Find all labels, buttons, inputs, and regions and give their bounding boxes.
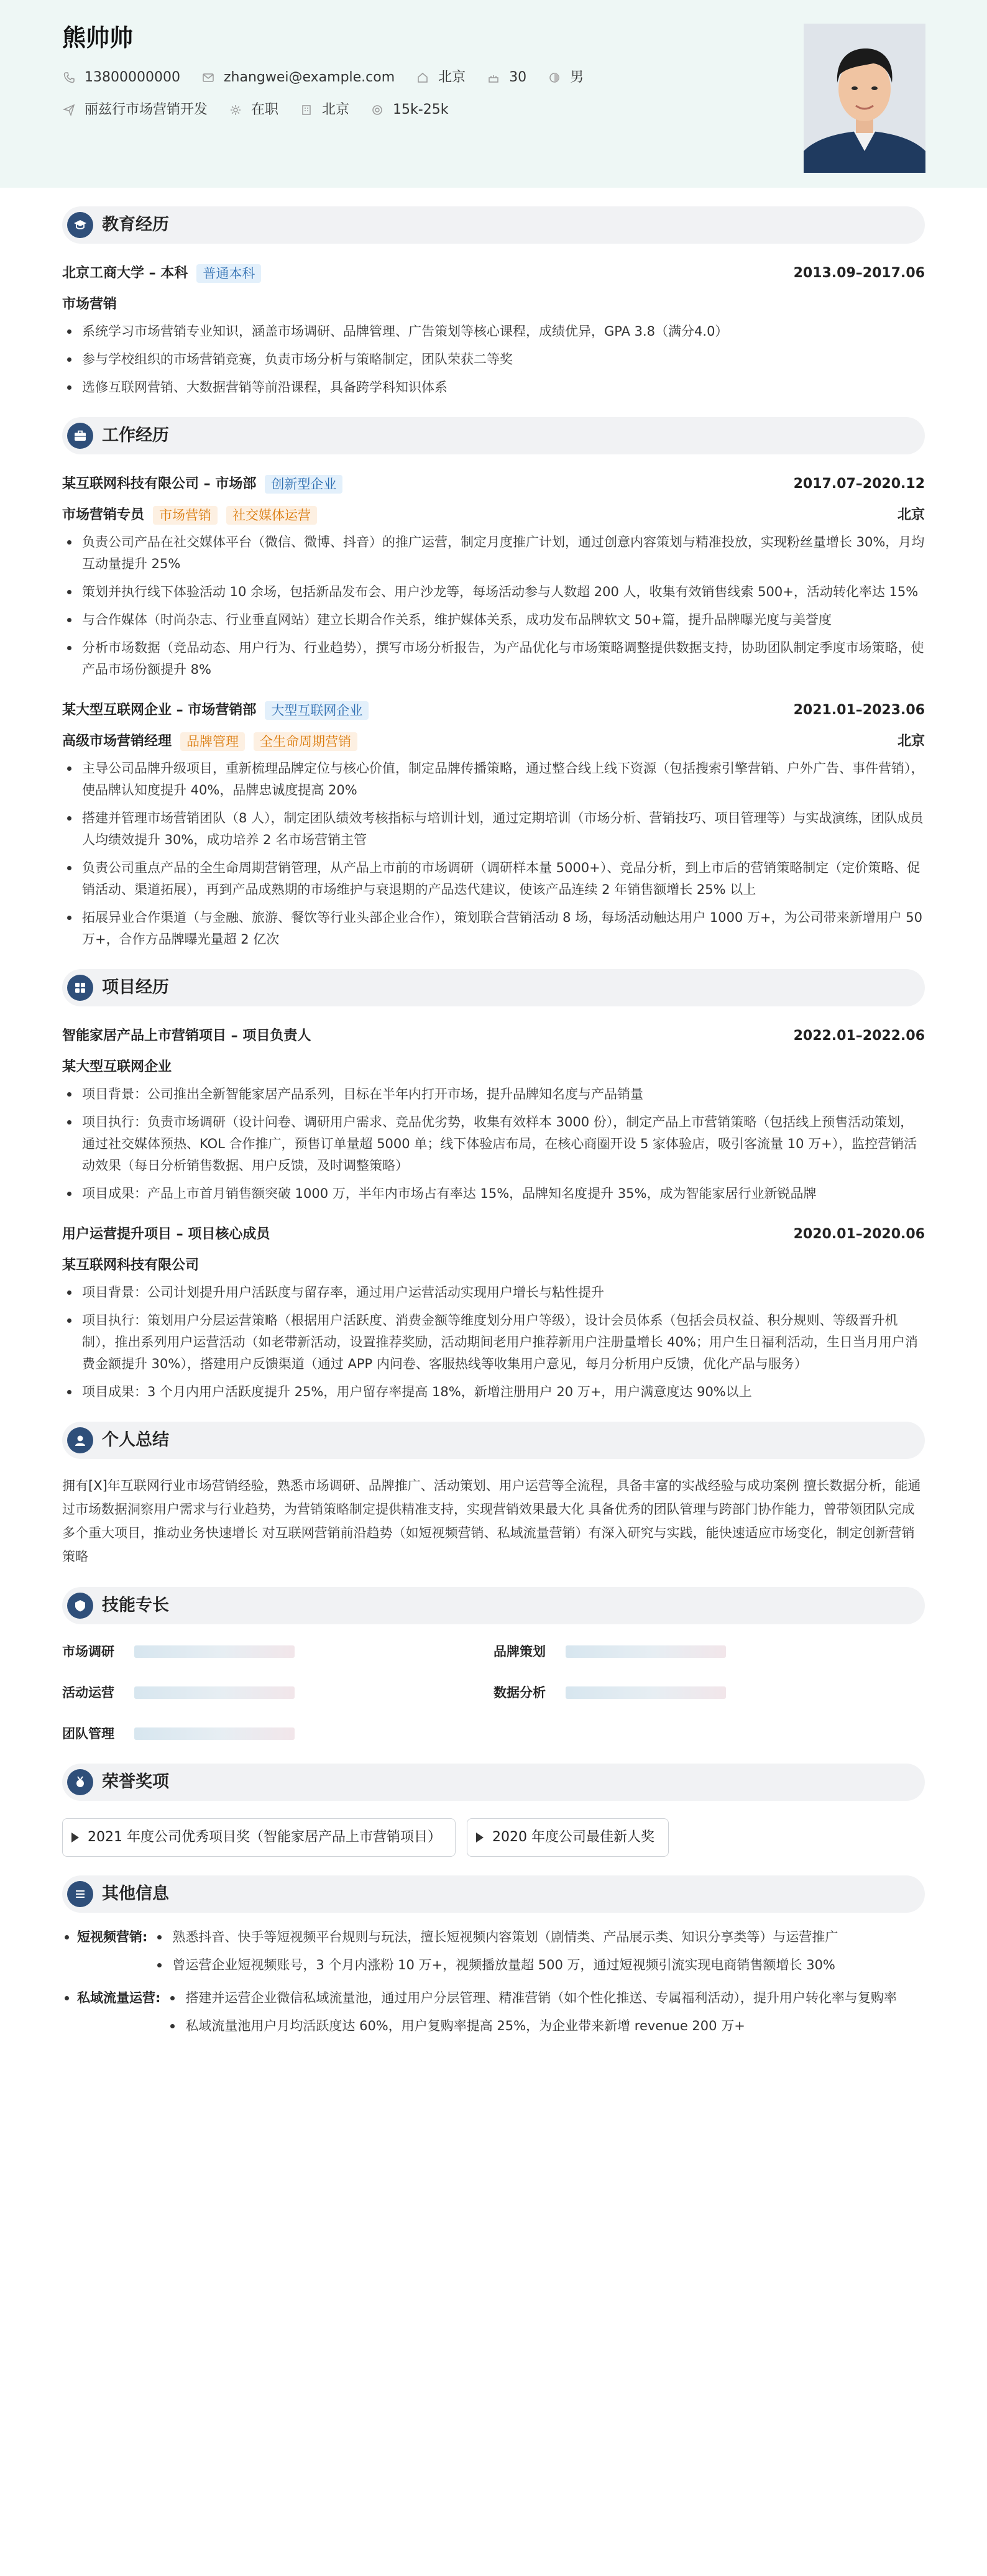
awards-list (62, 1818, 925, 1857)
company-tag: 创新型企业 (265, 475, 342, 494)
list-item: 主导公司品牌升级项目，重新梳理品牌定位与核心价值，制定品牌传播策略，通过整合线上线下资源（包括搜索引擎营销、户外广告、事件营销），使品牌认知度提升 40%，品牌忠诚度提高 20% (62, 758, 925, 801)
skill-item (62, 1640, 494, 1663)
project-entry-header (62, 1025, 925, 1047)
section-other-header (62, 1875, 925, 1913)
play-icon (476, 1833, 484, 1842)
work-date: 2017.07–2020.12 (793, 476, 925, 492)
project-bullets (62, 1282, 925, 1403)
work-role-row (62, 504, 925, 527)
education-entry-header (62, 262, 925, 285)
list-item: 曾运营企业短视频账号，3 个月内涨粉 10 万+，视频播放量超 500 万，通过短视频引流实现电商销售额增长 30% (152, 1954, 925, 1976)
intent-row (62, 99, 925, 121)
role-tag: 品牌管理 (180, 732, 245, 751)
section-work-header (62, 417, 925, 454)
school-name: 北京工商大学 – 本科 (62, 265, 188, 281)
project-date: 2020.01–2020.06 (793, 1226, 925, 1242)
section-title: 其他信息 (102, 1884, 169, 1903)
company-name: 某大型互联网企业 – 市场营销部 (62, 702, 257, 718)
project-date: 2022.01–2022.06 (793, 1028, 925, 1044)
skills-grid (62, 1640, 925, 1745)
section-title: 个人总结 (102, 1430, 169, 1450)
section-title: 荣誉奖项 (102, 1772, 169, 1792)
phone-text: 13800000000 (85, 70, 180, 85)
building-icon (300, 103, 313, 117)
list-item: 负责公司产品在社交媒体平台（微信、微博、抖音）的推广运营，制定月度推广计划，通过创意内容策划与精准投放，实现粉丝量增长 30%，月均互动量提升 25% (62, 531, 925, 575)
skill-bar (566, 1645, 726, 1658)
award-item (467, 1818, 669, 1857)
award-item (62, 1818, 456, 1857)
section-title: 工作经历 (102, 426, 169, 445)
skill-item (494, 1640, 925, 1663)
work-city: 北京 (897, 734, 925, 749)
work-entry-header (62, 699, 925, 722)
job-city-item (300, 99, 349, 121)
email-item (201, 67, 395, 88)
gender-text: 男 (570, 70, 584, 85)
section-title: 教育经历 (102, 215, 169, 234)
skill-bar (134, 1686, 295, 1699)
briefcase-icon (67, 423, 93, 449)
award-text: 2020 年度公司最佳新人奖 (492, 1829, 654, 1845)
graduation-cap-icon (67, 212, 93, 238)
status-text: 在职 (251, 102, 279, 117)
other-label: 短视频营销: (77, 1926, 147, 1982)
skill-name: 活动运营 (62, 1685, 114, 1700)
skill-bar (134, 1645, 295, 1658)
list-item: 私域流量池用户月均活跃度达 60%，用户复购率提高 25%，为企业带来新增 revenue 200 万+ (165, 2015, 925, 2037)
list-item: 策划并执行线下体验活动 10 余场，包括新品发布会、用户沙龙等，每场活动参与人数超 200 人，收集有效销售线索 500+，活动转化率达 15% (62, 581, 925, 603)
other-group (77, 1926, 925, 1982)
degree-tag: 普通本科 (196, 264, 261, 283)
list-item: 参与学校组织的市场营销竞赛，负责市场分析与策略制定，团队荣获二等奖 (62, 349, 925, 370)
target-job-text: 丽兹行市场营销开发 (85, 102, 208, 117)
coin-icon (370, 103, 384, 117)
location-item (416, 67, 466, 88)
work-entry-header (62, 473, 925, 495)
other-bullets (152, 1926, 925, 1982)
list-item: 项目成果：3 个月内用户活跃度提升 25%，用户留存率提高 18%，新增注册用户 20 万+，用户满意度达 90%以上 (62, 1381, 925, 1403)
profile-photo (804, 24, 925, 173)
role-title: 市场营销专员 (62, 507, 145, 523)
list-item: 拓展异业合作渠道（与金融、旅游、餐饮等行业头部企业合作），策划联合营销活动 8 场，每场活动触达用户 1000 万+，为公司带来新增用户 50 万+，合作方品牌曝光量超 2 亿次 (62, 907, 925, 950)
mail-icon (201, 71, 215, 85)
work-bullets (62, 531, 925, 681)
badge-icon (67, 1593, 93, 1619)
skill-item (62, 1723, 494, 1745)
section-skills-header (62, 1587, 925, 1624)
gear-icon (229, 103, 242, 117)
section-summary-header (62, 1422, 925, 1459)
list-item: 选修互联网营销、大数据营销等前沿课程，具备跨学科知识体系 (62, 377, 925, 398)
list-item: 负责公司重点产品的全生命周期营销管理，从产品上市前的市场调研（调研样本量 5000+）、竞品分析，到上市后的营销策略制定（定价策略、促销活动、渠道拓展），再到产品成熟期的市场维护与衰退期的产品迭代建议，使该产品连续 2 年销售额增长 25% 以上 (62, 857, 925, 901)
skill-item (494, 1681, 925, 1704)
phone-item (62, 67, 180, 88)
role-title: 高级市场营销经理 (62, 734, 172, 749)
major: 市场营销 (62, 297, 117, 312)
work-bullets (62, 758, 925, 950)
target-job-item (62, 99, 208, 121)
skill-name: 品牌策划 (494, 1644, 546, 1659)
gender-icon (548, 71, 561, 85)
role-tag: 社交媒体运营 (226, 506, 317, 525)
project-title: 智能家居产品上市营销项目 – 项目负责人 (62, 1028, 311, 1044)
work-role-row (62, 730, 925, 753)
company-name: 某互联网科技有限公司 – 市场部 (62, 476, 257, 492)
list-item: 熟悉抖音、快手等短视频平台规则与玩法，擅长短视频内容策划（剧情类、产品展示类、知识分享类等）与运营推广 (152, 1926, 925, 1948)
other-label: 私域流量运营: (77, 1987, 160, 2043)
job-city-text: 北京 (322, 102, 350, 117)
location-text: 北京 (438, 70, 466, 85)
section-awards-header (62, 1764, 925, 1801)
list-item: 项目执行：负责市场调研（设计问卷、调研用户需求、竞品优劣势，收集有效样本 3000 份），制定产品上市营销策略（包括线上预售活动策划，通过社交媒体预热、KOL 合作推广，预售订单量超 5000 单；线下体验店布局，在核心商圈开设 5 家体验店，吸引客流量 10 万+），监控营销活动效果（每日分析销售数据、用户反馈，及时调整策略） (62, 1111, 925, 1177)
list-item: 系统学习市场营销专业知识，涵盖市场调研、品牌管理、广告策划等核心课程，成绩优异，GPA 3.8（满分4.0） (62, 321, 925, 343)
resume-header (0, 0, 987, 188)
list-item: 搭建并管理市场营销团队（8 人），制定团队绩效考核指标与培训计划，通过定期培训（市场分析、营销技巧、项目管理等）与实战演练，团队成员人均绩效提升 30%，成功培养 2 名市场营销主管 (62, 807, 925, 851)
other-bullets (165, 1987, 925, 2043)
menu-icon (67, 1881, 93, 1907)
send-icon (62, 103, 76, 117)
skill-item (62, 1681, 494, 1704)
home-icon (416, 71, 429, 85)
phone-icon (62, 71, 76, 85)
list-item: 项目执行：策划用户分层运营策略（根据用户活跃度、消费金额等维度划分用户等级），设计会员体系（包括会员权益、积分规则、等级晋升机制），推出系列用户运营活动（如老带新活动，设置推荐奖励，活动期间老用户推荐新用户注册量增长 40%；用户生日福利活动，生日当月用户消费金额提升 30%），搭建用户反馈渠道（通过 APP 内问卷、客服热线等收集用户意见，每月分析用户反馈，优化产品与服务） (62, 1310, 925, 1375)
salary-text: 15k-25k (393, 102, 449, 117)
list-item: 与合作媒体（时尚杂志、行业垂直网站）建立长期合作关系，维护媒体关系，成功发布品牌软文 50+篇，提升品牌曝光度与美誉度 (62, 609, 925, 631)
salary-item (370, 99, 448, 121)
grid-icon (67, 975, 93, 1001)
email-text: zhangwei@example.com (223, 70, 395, 85)
section-education-header (62, 206, 925, 244)
other-group (77, 1987, 925, 2043)
award-text: 2021 年度公司优秀项目奖（智能家居产品上市营销项目） (88, 1829, 441, 1845)
work-date: 2021.01–2023.06 (793, 702, 925, 718)
list-item: 项目背景：公司推出全新智能家居产品系列，目标在半年内打开市场，提升品牌知名度与产品销量 (62, 1083, 925, 1105)
project-bullets (62, 1083, 925, 1205)
status-item (229, 99, 278, 121)
education-bullets (62, 321, 925, 398)
section-project-header (62, 969, 925, 1006)
education-date: 2013.09–2017.06 (793, 265, 925, 281)
skill-name: 团队管理 (62, 1726, 114, 1741)
play-icon (71, 1833, 79, 1842)
medal-icon (67, 1769, 93, 1795)
project-org: 某大型互联网企业 (62, 1059, 172, 1075)
skill-bar (134, 1727, 295, 1740)
role-tag: 全生命周期营销 (254, 732, 357, 751)
list-item: 项目成果：产品上市首月销售额突破 1000 万，半年内市场占有率达 15%，品牌知名度提升 35%，成为智能家居行业新锐品牌 (62, 1183, 925, 1205)
candidate-name: 熊帅帅 (62, 24, 134, 52)
project-entry-header (62, 1223, 925, 1246)
list-item: 项目背景：公司计划提升用户活跃度与留存率，通过用户运营活动实现用户增长与粘性提升 (62, 1282, 925, 1304)
summary-text: 拥有[X]年互联网行业市场营销经验，熟悉市场调研、品牌推广、活动策划、用户运营等全流程，具备丰富的实战经验与成功案例 擅长数据分析，能通过市场数据洞察用户需求与行业趋势，为营销策略制定提供精准支持，实现营销效果最大化 具备优秀的团队管理与跨部门协作能力，曾带领团队完成多个重大项目，推动业务快速增长 对互联网营销前沿趋势（如短视频营销、私域流量营销）有深入研究与实践，能快速适应市场变化，制定创新营销策略 (62, 1478, 921, 1564)
skill-name: 市场调研 (62, 1644, 114, 1659)
age-text: 30 (509, 70, 527, 85)
section-title: 项目经历 (102, 978, 169, 997)
cake-icon (487, 71, 500, 85)
skill-bar (566, 1686, 726, 1699)
age-item (487, 67, 526, 88)
project-org: 某互联网科技有限公司 (62, 1258, 200, 1273)
project-title: 用户运营提升项目 – 项目核心成员 (62, 1226, 270, 1242)
work-city: 北京 (897, 507, 925, 523)
user-icon (67, 1427, 93, 1453)
list-item: 搭建并运营企业微信私域流量池，通过用户分层管理、精准营销（如个性化推送、专属福利活动），提升用户转化率与复购率 (165, 1987, 925, 2009)
gender-item (548, 67, 584, 88)
skill-name: 数据分析 (494, 1685, 546, 1700)
company-tag: 大型互联网企业 (265, 701, 369, 720)
section-title: 技能专长 (102, 1596, 169, 1615)
other-info (62, 1926, 925, 2043)
list-item: 分析市场数据（竞品动态、用户行为、行业趋势），撰写市场分析报告，为产品优化与市场策略调整提供数据支持，协助团队制定季度市场策略，使产品市场份额提升 8% (62, 637, 925, 681)
contact-row (62, 67, 925, 88)
role-tag: 市场营销 (153, 506, 218, 525)
